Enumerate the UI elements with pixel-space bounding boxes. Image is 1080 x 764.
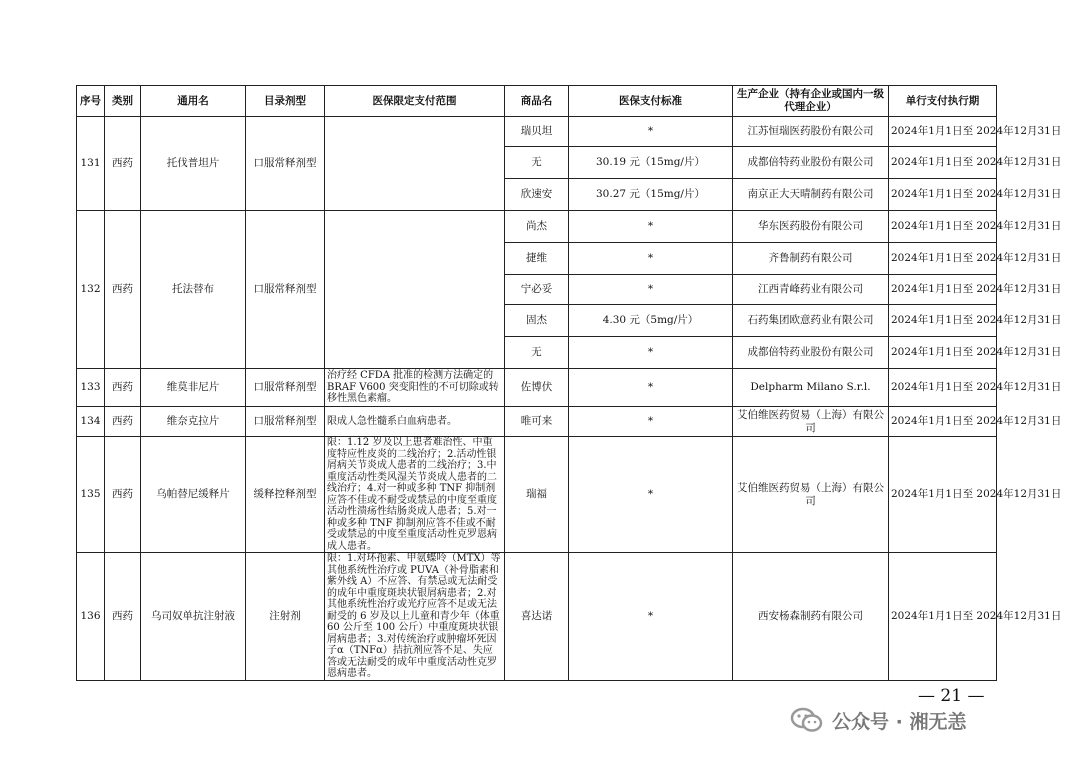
brand-name-cell: 欣速安 [505,179,569,211]
generic-name-cell: 维奈克拉片 [141,407,246,437]
price-cell: * [569,337,733,369]
category-cell: 西药 [105,117,141,211]
period-cell: 2024年1月1日至 2024年12月31日 [889,179,997,211]
price-cell: * [569,211,733,243]
header-cell: 序号 [77,86,105,117]
price-cell: 30.19 元（15mg/片） [569,147,733,179]
generic-name-cell: 维莫非尼片 [141,369,246,407]
dosage-form-cell: 口服常释剂型 [246,211,325,369]
watermark-text: 公众号 · 湘无恙 [832,710,967,733]
header-cell: 目录剂型 [246,86,325,117]
category-cell: 西药 [105,407,141,437]
category-cell: 西药 [105,211,141,369]
header-cell: 生产企业（持有企业或国内一级代理企业） [733,86,889,117]
manufacturer-cell: 南京正大天晴制药有限公司 [733,179,889,211]
table-row [77,407,997,437]
manufacturer-cell: 成都倍特药业股份有限公司 [733,147,889,179]
table-row [77,117,997,147]
header-cell: 通用名 [141,86,246,117]
category-cell: 西药 [105,553,141,681]
period-cell: 2024年1月1日至 2024年12月31日 [889,117,997,147]
manufacturer-cell: 艾伯维医药贸易（上海）有限公司 [733,407,889,437]
brand-name-cell: 无 [505,147,569,179]
brand-name-cell: 无 [505,337,569,369]
manufacturer-cell: 石药集团欧意药业有限公司 [733,305,889,337]
period-cell: 2024年1月1日至 2024年12月31日 [889,369,997,407]
manufacturer-cell: 艾伯维医药贸易（上海）有限公司 [733,437,889,553]
brand-name-cell: 喜达诺 [505,553,569,681]
brand-name-cell: 捷维 [505,243,569,275]
price-cell: * [569,407,733,437]
period-cell: 2024年1月1日至 2024年12月31日 [889,147,997,179]
row-number-cell: 133 [77,369,105,407]
brand-name-cell: 固杰 [505,305,569,337]
category-cell: 西药 [105,437,141,553]
header-row [77,86,997,117]
brand-name-cell: 唯可来 [505,407,569,437]
scope-cell [325,117,505,211]
price-cell: 4.30 元（5mg/片） [569,305,733,337]
header-cell: 商品名 [505,86,569,117]
period-cell: 2024年1月1日至 2024年12月31日 [889,337,997,369]
row-number-cell: 131 [77,117,105,211]
period-cell: 2024年1月1日至 2024年12月31日 [889,243,997,275]
brand-name-cell: 佐博伏 [505,369,569,407]
header-cell: 类别 [105,86,141,117]
manufacturer-cell: Delpharm Milano S.r.l. [733,369,889,407]
generic-name-cell: 乌帕替尼缓释片 [141,437,246,553]
dosage-form-cell: 缓释控释剂型 [246,437,325,553]
scope-cell: 限：1.对环孢素、甲氨蝶呤（MTX）等其他系统性治疗或 PUVA（补骨脂素和紫外线 A）不应答、有禁忌或无法耐受的成年中重度斑块状银屑病患者；2.对其他系统性治疗或光疗应答不足或无法耐受的 6 岁及以上儿童和青少年（体重 60 公斤至 100 公斤）中重度斑块状银屑病患者；3.对传统治疗或肿瘤坏死因子α（TNFα）拮抗剂应答不足、失应答或无法耐受的成年中重度活动性克罗恩病患者。 [325,553,505,681]
generic-name-cell: 托法替布 [141,211,246,369]
scope-cell: 限成人急性髓系白血病患者。 [325,407,505,437]
scope-cell: 治疗经 CFDA 批准的检测方法确定的 BRAF V600 突变阳性的不可切除或转移性黑色素瘤。 [325,369,505,407]
row-number-cell: 132 [77,211,105,369]
drug-table [76,85,1062,681]
table-row [77,369,997,407]
header-cell: 医保支付标准 [569,86,733,117]
brand-name-cell: 尚杰 [505,211,569,243]
period-cell: 2024年1月1日至 2024年12月31日 [889,407,997,437]
period-cell: 2024年1月1日至 2024年12月31日 [889,211,997,243]
manufacturer-cell: 成都倍特药业股份有限公司 [733,337,889,369]
manufacturer-cell: 江苏恒瑞医药股份有限公司 [733,117,889,147]
dosage-form-cell: 口服常释剂型 [246,407,325,437]
scope-cell [325,211,505,369]
dosage-form-cell: 口服常释剂型 [246,369,325,407]
table-row [77,553,997,681]
header-cell: 医保限定支付范围 [325,86,505,117]
price-cell: * [569,275,733,305]
manufacturer-cell: 江西青峰药业有限公司 [733,275,889,305]
generic-name-cell: 乌司奴单抗注射液 [141,553,246,681]
price-cell: * [569,243,733,275]
price-cell: * [569,437,733,553]
brand-name-cell: 瑞福 [505,437,569,553]
brand-name-cell: 宁必妥 [505,275,569,305]
price-cell: * [569,117,733,147]
dosage-form-cell: 注射剂 [246,553,325,681]
watermark [790,706,966,734]
brand-name-cell: 瑞贝坦 [505,117,569,147]
category-cell: 西药 [105,369,141,407]
generic-name-cell: 托伐普坦片 [141,117,246,211]
period-cell: 2024年1月1日至 2024年12月31日 [889,553,997,681]
header-cell: 单行支付执行期 [889,86,997,117]
table-row [77,437,997,553]
price-cell: * [569,369,733,407]
manufacturer-cell: 齐鲁制药有限公司 [733,243,889,275]
period-cell: 2024年1月1日至 2024年12月31日 [889,305,997,337]
row-number-cell: 136 [77,553,105,681]
row-number-cell: 135 [77,437,105,553]
manufacturer-cell: 华东医药股份有限公司 [733,211,889,243]
wechat-icon [790,706,824,734]
dosage-form-cell: 口服常释剂型 [246,117,325,211]
period-cell: 2024年1月1日至 2024年12月31日 [889,437,997,553]
price-cell: 30.27 元（15mg/片） [569,179,733,211]
manufacturer-cell: 西安杨森制药有限公司 [733,553,889,681]
page-number: — 21 — [918,686,985,706]
row-number-cell: 134 [77,407,105,437]
scope-cell: 限：1.12 岁及以上患者难治性、中重度特应性皮炎的二线治疗；2.活动性银屑病关节炎成人患者的二线治疗；3.中重度活动性类风湿关节炎成人患者的二线治疗；4.对一种或多种 TNF 抑制剂应答不佳或不耐受或禁忌的中度至重度活动性溃疡性结肠炎成人患者；5.对一种或多种 TNF 抑制剂应答不佳或不耐受或禁忌的中度至重度活动性克罗恩病成人患者。 [325,437,505,553]
period-cell: 2024年1月1日至 2024年12月31日 [889,275,997,305]
price-cell: * [569,553,733,681]
table-row [77,211,997,243]
